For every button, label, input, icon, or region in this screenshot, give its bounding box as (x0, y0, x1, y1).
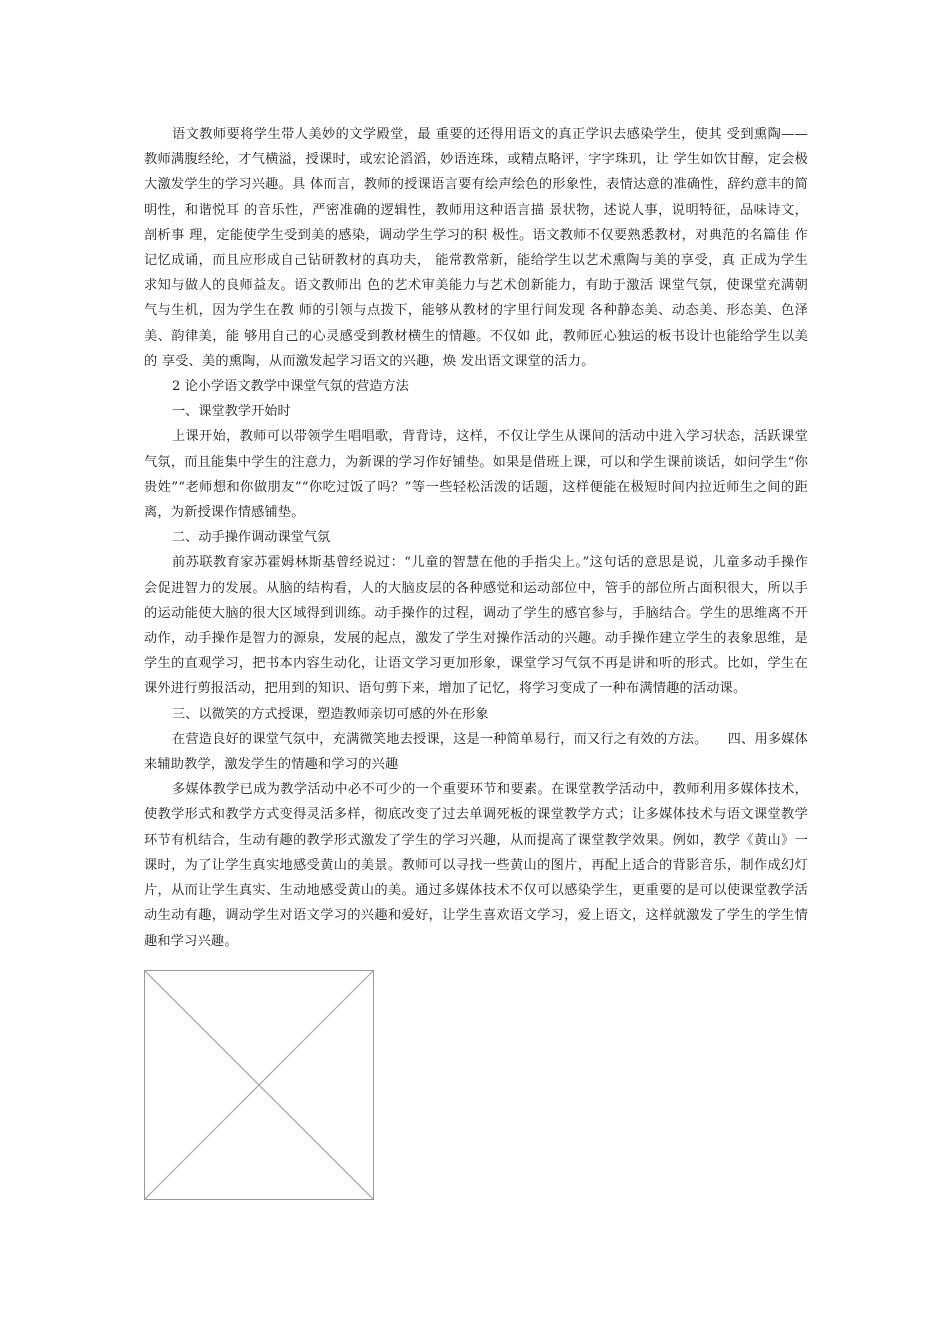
subheading-1: 一、课堂教学开始时 (172, 404, 291, 420)
subheading-3: 三、以微笑的方式授课，塑造教师亲切可感的外在形象 (172, 706, 489, 722)
paragraph-smile: 在营造良好的课堂气氛中，充满微笑地去授课，这是一种简单易行，而又行之有效的方法。 四、用多媒体来辅助教学，激发学生的情趣和学习的兴趣 (144, 731, 808, 773)
image-placeholder (144, 970, 374, 1200)
broken-image-icon (144, 970, 374, 1200)
paragraph-intro: 语文教师要将学生带人美妙的文学殿堂，最 重要的还得用语文的真正学识去感染学生，使其 受到熏陶——教师满腹经纶，才气横溢，授课时，或宏论滔滔，妙语连珠，或精点略评，字字珠玑，让 学生如饮甘醇，定会极大激发学生的学习兴趣。具 体而言，教师的授课语言要有绘声绘色的形象性，表情达意的准确性，辞约意丰的简明性，和谐悦耳 的音乐性，严密准确的逻辑性，教师用这种语言描 景状物，述说人事，说明特征，品味诗文，剖析事 理，定能使学生受到美的感染，调动学生学习的积 极性。语文教师不仅要熟悉教材，对典范的名篇佳 作记忆成诵，而且应形成自己钻研教材的真功夫， 能常教常新，能给学生以艺术熏陶与美的享受，真 正成为学生求知与做人的良师益友。语文教师出 色的艺术审美能力与艺术创新能力，有助于激活 课堂气氛，使课堂充满朝气与生机，因为学生在教 师的引领与点拨下，能够从教材的字里行间发现 各种静态美、动态美、形态美、色泽美、韵律美，能 够用自己的心灵感受到教材横生的情趣。不仅如 此，教师匠心独运的板书设计也能给学生以美的 享受、美的熏陶，从而激发起学习语文的兴趣，焕 发出语文课堂的活力。 (144, 127, 808, 369)
section-heading: 2 论小学语文教学中课堂气氛的营造方法 (172, 379, 409, 395)
paragraph-multimedia: 多媒体教学已成为教学活动中必不可少的一个重要环节和要素。在课堂教学活动中，教师利用多媒体技术，使教学形式和教学方式变得灵活多样，彻底改变了过去单调死板的课堂教学方式；让多媒体技术与语文课堂教学环节有机结合，生动有趣的教学形式激发了学生的学习兴趣，从而提高了课堂教学效果。例如，教学《黄山》一课时，为了让学生真实地感受黄山的美景。教师可以寻找一些黄山的图片，再配上适合的背影音乐，制作成幻灯片，从而让学生真实、生动地感受黄山的美。通过多媒体技术不仅可以感染学生，更重要的是可以使课堂教学活动生动有趣，调动学生对语文学习的兴趣和爱好，让学生喜欢语文学习，爱上语文，这样就激发了学生的学生情趣和学习兴趣。 (144, 782, 808, 949)
paragraph-hands-on: 前苏联教育家苏霍姆林斯基曾经说过：“儿童的智慧在他的手指尖上。”这句话的意思是说，儿童多动手操作会促进智力的发展。从脑的结构看，人的大脑皮层的各种感觉和运动部位中，管手的部位所占面积很大，所以手的运动能使大脑的很大区域得到训练。动手操作的过程，调动了学生的感官参与，手脑结合。学生的思维离不开动作，动手操作是智力的源泉，发展的起点，激发了学生对操作活动的兴趣。动手操作建立学生的表象思维，是学生的直观学习，把书本内容生动化，让语文学习更加形象，课堂学习气氛不再是讲和听的形式。比如，学生在课外进行剪报活动，把用到的知识、语句剪下来，增加了记忆，将学习变成了一种布满情趣的活动课。 (144, 555, 808, 697)
document-body (144, 122, 808, 954)
subheading-2: 二、动手操作调动课堂气氛 (172, 530, 331, 546)
paragraph-class-start: 上课开始，教师可以带领学生唱唱歌，背背诗，这样，不仅让学生从课间的活动中进入学习状态，活跃课堂气氛，而且能集中学生的注意力，为新课的学习作好铺垫。如果是借班上课，可以和学生课前谈话，如问学生“你贵姓”“老师想和你做朋友”“你吃过饭了吗？”等一些轻松活泼的话题，这样便能在极短时间内拉近师生之间的距离，为新授课作情感铺垫。 (144, 429, 808, 521)
